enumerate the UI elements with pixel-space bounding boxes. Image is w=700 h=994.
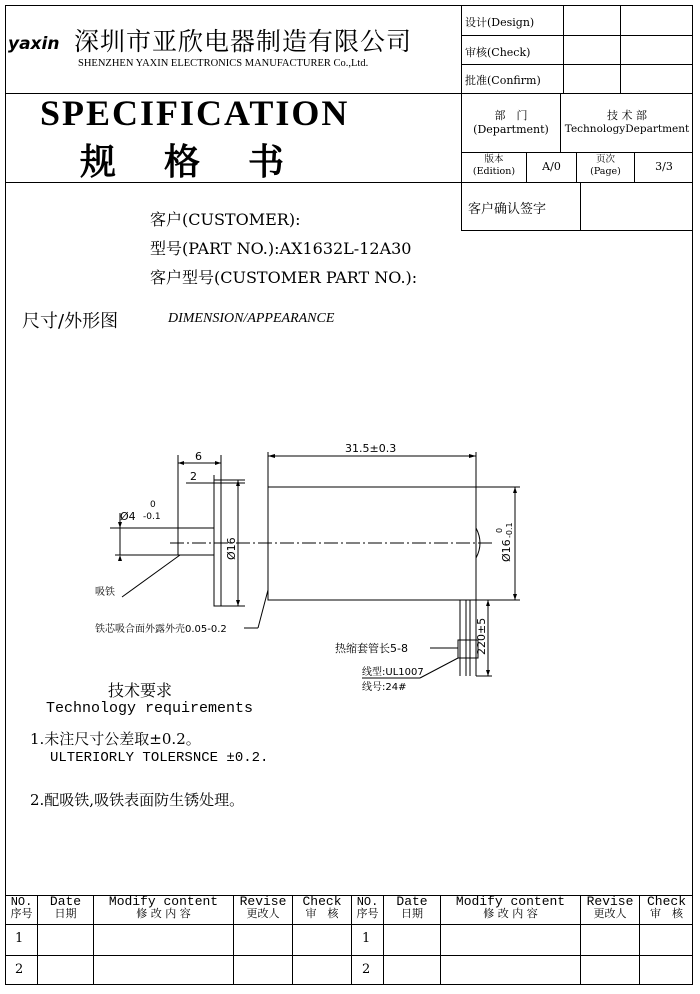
dim-phi16-body: Ø16 [500, 539, 513, 562]
armature-label: 吸铁 [95, 587, 115, 598]
department-value: 技 术 部 TechnologyDepartment [564, 109, 690, 135]
dim-6: 6 [195, 450, 202, 463]
rev-header-date-2: Date 日期 [396, 894, 428, 920]
rev-row-1-no-right: 1 [362, 931, 371, 946]
rev-header-no-2: NO. 序号 [356, 895, 379, 920]
page-label: 页次 (Page) [590, 154, 621, 177]
dim-phi4-tol-lower: -0.1 [143, 512, 161, 522]
wire-gauge: 线号:24# [362, 682, 407, 693]
dim-phi16-tol-upper: 0 [495, 527, 504, 533]
spec-title-cn: 规格书 [80, 141, 333, 183]
confirm-label: 批准(Confirm) [465, 74, 541, 87]
company-logo: yaxin [8, 34, 60, 54]
rev-row-1-no: 1 [15, 931, 24, 946]
design-label: 设计(Design) [465, 16, 535, 29]
company-name-en: SHENZHEN YAXIN ELECTRONICS MANUFACTURER Co.,Ltd. [78, 58, 369, 69]
customer-confirm-label: 客户确认签字 [468, 202, 547, 217]
check-label: 审核(Check) [465, 46, 531, 59]
rev-header-check: Check 审 核 [302, 894, 342, 920]
rev-header-revise-2: Revise 更改人 [586, 894, 634, 920]
dim-31-5: 31.5±0.3 [345, 442, 397, 455]
requirement-1-cn: 1.未注尺寸公差取±0.2。 [30, 730, 201, 748]
heat-shrink-label: 热缩套管长5-8 [335, 642, 408, 655]
core-label: 铁芯吸合面外露外壳0.05-0.2 [95, 624, 227, 635]
dim-phi16-tol-lower: -0.1 [505, 522, 514, 538]
edition-label: 版本 (Edition) [472, 154, 516, 177]
requirements-title-cn: 技术要求 [108, 681, 173, 700]
rev-header-date: Date 日期 [49, 894, 82, 920]
rev-row-2-no-right: 2 [362, 962, 371, 977]
company-name-cn: 深圳市亚欣电器制造有限公司 [74, 27, 413, 56]
rev-header-check-2: Check 审 核 [646, 894, 686, 920]
spec-title-en: SPECIFICATION [40, 93, 350, 133]
customer-label: 客户(CUSTOMER): [150, 210, 301, 229]
lead-length: 220±5 [475, 617, 488, 655]
department-label: 部 门 (Department) [473, 109, 549, 136]
edition-value: A/0 [542, 160, 561, 173]
rev-header-revise: Revise 更改人 [239, 894, 287, 920]
page-value: 3/3 [655, 160, 673, 173]
dim-2: 2 [190, 470, 197, 483]
dimension-title-en: DIMENSION/APPEARANCE [168, 311, 335, 326]
wire-type: 线型:UL1007 [362, 667, 424, 678]
part-number: 型号(PART NO.):AX1632L-12A30 [150, 239, 412, 258]
requirements-title-en: Technology requirements [46, 700, 254, 717]
requirement-1-en: ULTERIORLY TOLERSNCE ±0.2. [50, 750, 269, 766]
requirement-2-cn: 2.配吸铁,吸铁表面防生锈处理。 [30, 791, 245, 809]
rev-row-2-no: 2 [15, 962, 24, 977]
dimension-title-cn: 尺寸/外形图 [22, 311, 119, 332]
rev-header-content-2: Modify content 修 改 内 容 [455, 894, 566, 920]
rev-header-content: Modify content 修 改 内 容 [108, 894, 219, 920]
armature-rod [178, 528, 214, 555]
customer-part-label: 客户型号(CUSTOMER PART NO.): [150, 268, 418, 287]
rev-header-no: NO. 序号 [10, 895, 33, 920]
dim-phi4-tol-upper: 0 [150, 500, 156, 510]
dim-phi4: Ø4 [120, 510, 136, 523]
dim-phi16-plate: Ø16 [225, 537, 238, 560]
